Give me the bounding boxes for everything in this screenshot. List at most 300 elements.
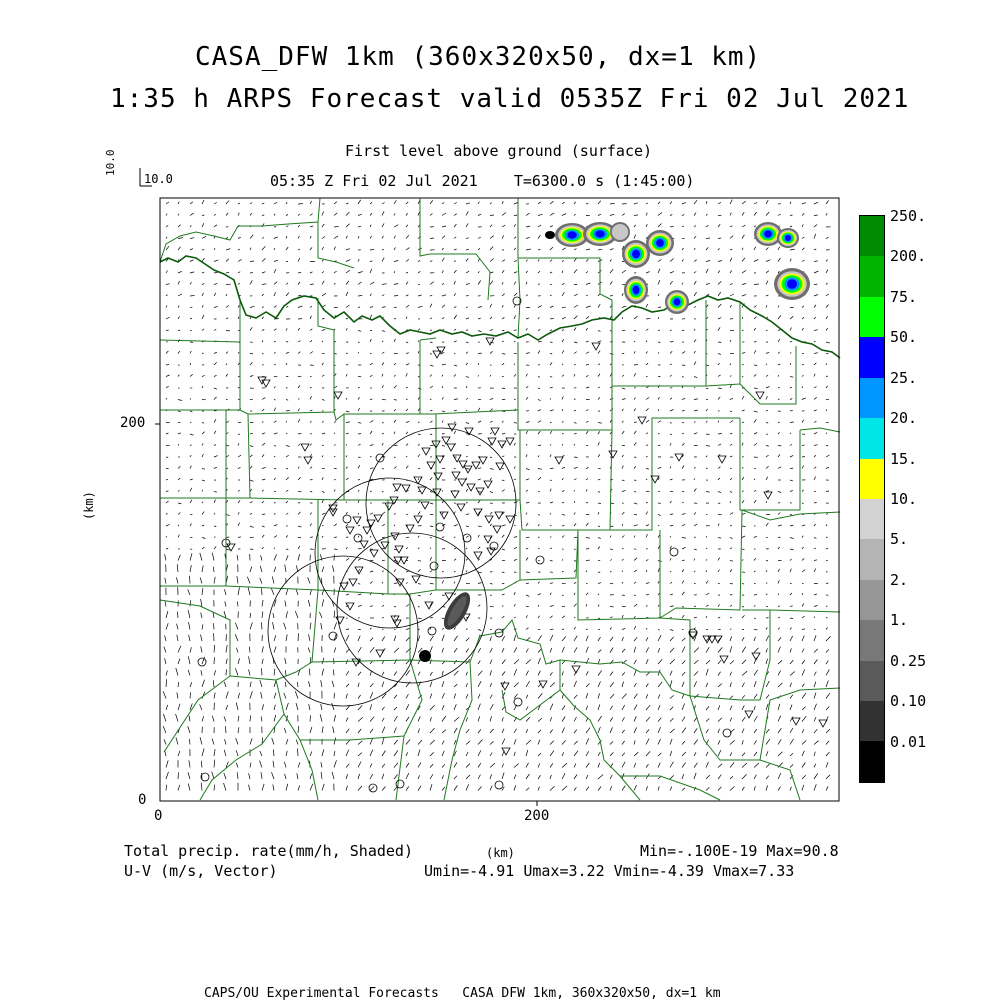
wind-vector — [442, 571, 444, 572]
wind-vector — [225, 602, 226, 607]
wind-vector — [526, 788, 529, 791]
wind-vector — [826, 525, 827, 527]
wind-vector — [430, 548, 431, 550]
wind-vector — [490, 786, 492, 791]
wind-vector — [189, 739, 190, 745]
wind-vector — [250, 715, 251, 721]
wind-vector — [466, 398, 468, 399]
wind-vector — [274, 364, 276, 365]
wind-vector — [274, 478, 276, 480]
wind-vector — [562, 502, 564, 503]
wind-vector — [586, 259, 588, 261]
wind-vector — [790, 764, 793, 767]
wind-vector — [346, 524, 348, 526]
wind-vector — [478, 648, 481, 652]
wind-vector — [814, 560, 817, 561]
wind-vector — [358, 465, 360, 468]
wind-vector — [658, 467, 661, 468]
county-boundary — [660, 510, 742, 618]
wind-vector — [550, 548, 552, 549]
wind-vector — [598, 331, 601, 332]
wind-vector — [802, 603, 804, 606]
wind-vector — [285, 682, 286, 687]
wind-vector — [274, 421, 276, 423]
station-triangle — [457, 504, 465, 511]
wind-vector — [490, 763, 495, 767]
wind-vector — [802, 364, 804, 365]
wind-vector — [646, 203, 648, 204]
wind-vector — [490, 704, 493, 710]
wind-vector — [826, 583, 828, 584]
wind-vector — [490, 432, 492, 434]
wind-vector — [670, 410, 674, 412]
wind-vector — [538, 635, 542, 641]
wind-vector — [610, 214, 614, 215]
wind-vector — [286, 611, 288, 618]
wind-vector — [490, 215, 494, 216]
wind-vector — [370, 739, 373, 745]
wind-vector — [598, 547, 600, 550]
wind-vector — [682, 774, 684, 779]
wind-vector — [166, 491, 168, 492]
wind-vector — [238, 523, 240, 526]
wind-vector — [814, 477, 816, 481]
wind-vector — [730, 682, 731, 687]
wind-vector — [178, 751, 180, 756]
wind-vector — [610, 672, 613, 676]
wind-vector — [766, 260, 770, 262]
wind-vector — [310, 387, 312, 388]
wind-vector — [454, 399, 458, 400]
wind-vector — [454, 422, 456, 423]
wind-vector — [814, 225, 817, 228]
station-triangle — [353, 517, 361, 524]
colorbar-label: 0.01 — [890, 733, 926, 751]
wind-vector — [430, 636, 433, 641]
colorbar-label: 20. — [890, 409, 917, 427]
wind-vector — [802, 763, 805, 768]
wind-vector — [310, 444, 312, 446]
wind-vector — [382, 594, 384, 595]
wind-vector — [718, 318, 721, 319]
x-axis-label: (km) — [486, 846, 515, 860]
wind-vector — [214, 214, 216, 215]
station-circle — [463, 534, 471, 542]
wind-vector — [442, 213, 446, 216]
wind-vector — [418, 295, 422, 296]
wind-vector — [274, 282, 277, 285]
wind-vector — [814, 467, 816, 469]
wind-vector — [190, 398, 191, 399]
station-circle — [354, 534, 362, 542]
wind-vector — [235, 623, 238, 630]
wind-vector — [802, 260, 805, 262]
wind-vector — [802, 525, 805, 526]
wind-vector — [718, 202, 721, 204]
wind-vector — [166, 305, 167, 307]
wind-vector — [358, 342, 360, 343]
wind-vector — [766, 583, 767, 584]
wind-vector — [526, 660, 531, 664]
station-circle — [428, 627, 436, 635]
wind-vector — [658, 581, 659, 583]
wind-vector — [190, 455, 191, 457]
wind-vector — [309, 634, 311, 641]
wind-vector — [214, 272, 218, 273]
wind-vector — [730, 456, 732, 457]
wind-vector — [358, 636, 360, 641]
wind-vector — [778, 660, 782, 664]
wind-vector — [706, 409, 708, 411]
wind-vector — [718, 604, 720, 606]
wind-vector — [478, 671, 482, 676]
wind-vector — [406, 225, 408, 227]
wind-vector — [778, 375, 779, 376]
wind-vector — [466, 729, 469, 733]
wind-vector — [165, 554, 166, 560]
wind-vector — [754, 212, 757, 215]
wind-vector — [526, 523, 528, 526]
wind-vector — [298, 762, 300, 767]
wind-vector — [562, 636, 566, 641]
wind-vector — [250, 362, 253, 365]
wind-vector — [346, 328, 347, 330]
county-boundary — [578, 530, 660, 620]
station-triangle — [262, 380, 270, 387]
wind-vector — [370, 468, 374, 469]
wind-vector — [334, 479, 336, 480]
wind-vector — [754, 716, 757, 721]
wind-vector — [394, 200, 396, 204]
wind-vector — [538, 537, 540, 538]
wind-vector — [346, 236, 347, 239]
wind-vector — [718, 740, 720, 744]
colorbar-label: 75. — [890, 288, 917, 306]
station-triangle — [422, 448, 430, 455]
wind-vector — [406, 409, 408, 411]
precip-cell — [774, 268, 810, 300]
colorbar-segment — [860, 297, 884, 337]
wind-vector — [370, 236, 372, 239]
wind-vector — [550, 272, 552, 273]
wind-vector — [284, 728, 286, 733]
wind-vector — [226, 249, 230, 250]
wind-vector — [550, 330, 552, 331]
wind-vector — [236, 703, 238, 711]
wind-vector — [214, 467, 217, 468]
wind-vector — [778, 637, 781, 641]
wind-vector — [238, 500, 240, 503]
wind-vector — [382, 203, 385, 205]
wind-vector — [742, 225, 746, 227]
wind-vector — [814, 606, 818, 607]
wind-vector — [346, 444, 347, 445]
wind-vector — [586, 684, 590, 688]
wind-vector — [346, 365, 348, 366]
wind-vector — [550, 786, 555, 790]
wind-vector — [802, 386, 803, 388]
wind-vector — [730, 478, 732, 480]
wind-vector — [442, 671, 443, 676]
wind-vector — [790, 249, 795, 250]
wind-vector — [346, 455, 347, 457]
wind-vector — [598, 431, 600, 434]
wind-vector — [454, 237, 456, 239]
wind-vector — [490, 259, 494, 262]
wind-vector — [490, 729, 494, 733]
wind-vector — [742, 637, 744, 641]
wind-vector — [370, 764, 372, 768]
county-boundary — [560, 660, 640, 800]
wind-vector — [634, 741, 635, 745]
wind-vector — [430, 434, 432, 435]
station-triangle — [418, 487, 426, 494]
wind-vector — [574, 741, 578, 745]
wind-vector — [766, 281, 768, 285]
wind-vector — [358, 762, 361, 768]
wind-vector — [562, 421, 564, 422]
wind-vector — [526, 444, 527, 445]
wind-vector — [202, 375, 205, 376]
wind-vector — [634, 373, 636, 376]
wind-vector — [346, 260, 350, 262]
wind-vector — [202, 443, 203, 445]
wind-vector — [670, 364, 672, 365]
wind-vector — [262, 479, 265, 480]
wind-vector — [526, 422, 530, 423]
wind-vector — [778, 214, 781, 216]
wind-vector — [370, 683, 373, 687]
wind-vector — [562, 350, 564, 353]
wind-vector — [514, 739, 516, 744]
wind-vector — [694, 272, 696, 274]
wind-vector — [346, 502, 347, 503]
wind-vector — [622, 786, 625, 791]
wind-vector — [454, 627, 456, 629]
wind-vector — [826, 650, 829, 653]
wind-vector — [718, 647, 722, 652]
wind-vector — [538, 388, 540, 389]
wind-vector — [406, 305, 409, 307]
wind-vector — [670, 514, 673, 515]
wind-vector — [706, 434, 710, 435]
wind-vector — [202, 716, 204, 721]
wind-vector — [249, 773, 250, 779]
wind-vector — [586, 478, 588, 480]
wind-vector — [562, 375, 564, 377]
wind-vector — [634, 422, 637, 423]
wind-vector — [562, 284, 564, 285]
wind-vector — [802, 398, 806, 400]
wind-vector — [586, 775, 588, 779]
wind-vector — [718, 354, 721, 355]
station-triangle — [495, 512, 503, 519]
wind-vector — [706, 593, 709, 595]
precip-colorbar — [859, 215, 885, 783]
wind-vector — [224, 750, 226, 756]
wind-vector — [262, 547, 264, 549]
wind-vector — [286, 352, 289, 353]
wind-vector — [646, 408, 649, 411]
wind-vector — [166, 705, 168, 710]
wind-vector — [790, 660, 793, 664]
wind-vector — [658, 659, 662, 664]
wind-vector — [478, 535, 479, 538]
wind-vector — [718, 304, 721, 308]
wind-vector — [658, 753, 661, 756]
wind-vector — [298, 385, 300, 388]
wind-vector — [334, 751, 335, 756]
wind-vector — [658, 694, 660, 698]
wind-vector — [754, 500, 756, 503]
wind-vector — [730, 636, 732, 641]
wind-vector — [826, 270, 828, 273]
wind-vector — [826, 409, 827, 411]
wind-vector — [466, 318, 469, 319]
wind-vector — [346, 671, 349, 675]
wind-vector — [646, 224, 647, 227]
wind-vector — [346, 467, 348, 469]
wind-vector — [646, 683, 648, 687]
wind-vector — [261, 622, 262, 629]
wind-vector — [586, 571, 587, 572]
wind-vector — [754, 763, 759, 768]
wind-vector — [622, 548, 624, 549]
wind-vector — [166, 351, 168, 354]
wind-vector — [238, 443, 239, 445]
wind-vector — [298, 633, 299, 641]
county-boundary — [430, 254, 490, 300]
wind-vector — [310, 467, 312, 469]
wind-vector — [694, 537, 696, 538]
wind-vector — [322, 567, 324, 573]
wind-vector — [418, 672, 420, 676]
wind-vector — [454, 728, 457, 733]
wind-vector — [466, 683, 468, 687]
wind-vector — [298, 399, 300, 400]
wind-vector — [272, 576, 274, 583]
wind-vector — [550, 480, 552, 481]
wind-vector — [358, 525, 360, 526]
wind-vector — [370, 704, 372, 710]
wind-vector — [418, 271, 420, 273]
wind-vector — [550, 398, 551, 399]
wind-vector — [346, 270, 350, 273]
wind-vector — [358, 307, 360, 308]
wind-vector — [334, 236, 338, 239]
wind-vector — [261, 716, 262, 721]
county-boundary — [334, 340, 420, 420]
wind-vector — [694, 329, 695, 331]
wind-vector — [730, 364, 731, 365]
wind-vector — [826, 305, 829, 308]
wind-vector — [634, 582, 636, 584]
wind-vector — [754, 443, 757, 445]
wind-vector — [250, 261, 254, 262]
wind-vector — [478, 775, 481, 780]
wind-vector — [646, 525, 649, 526]
wind-vector — [694, 489, 696, 492]
wind-vector — [778, 594, 779, 596]
colorbar-label: 50. — [890, 328, 917, 346]
wind-vector — [358, 548, 362, 549]
wind-vector — [622, 741, 625, 745]
wind-vector — [454, 660, 457, 664]
wind-vector — [370, 339, 371, 342]
wind-vector — [502, 388, 505, 389]
state-boundary — [160, 256, 840, 358]
wind-vector — [310, 751, 312, 756]
wind-vector — [430, 694, 432, 699]
wind-vector — [598, 214, 601, 215]
wind-vector — [754, 637, 756, 641]
wind-vector — [646, 694, 648, 698]
station-triangle — [472, 462, 480, 469]
wind-vector — [490, 469, 494, 470]
wind-vector — [322, 784, 324, 791]
wind-vector — [766, 446, 769, 447]
wind-vector — [394, 478, 395, 480]
wind-vector — [260, 566, 262, 572]
wind-vector — [406, 353, 409, 354]
wind-vector — [238, 727, 239, 733]
wind-vector — [718, 388, 722, 389]
wind-vector — [178, 225, 181, 227]
wind-vector — [766, 364, 767, 365]
wind-vector — [250, 763, 251, 768]
wind-vector — [346, 398, 347, 399]
wind-vector — [682, 538, 686, 539]
wind-vector — [394, 363, 396, 365]
wind-vector — [418, 212, 420, 216]
wind-vector — [694, 728, 697, 733]
wind-vector — [694, 478, 695, 480]
wind-vector — [706, 706, 709, 710]
wind-vector — [766, 455, 769, 457]
wind-vector — [586, 593, 588, 595]
wind-vector — [478, 375, 479, 376]
wind-vector — [478, 583, 482, 584]
wind-vector — [574, 695, 577, 699]
wind-vector — [586, 376, 589, 377]
wind-vector — [502, 225, 505, 227]
wind-vector — [466, 238, 469, 239]
wind-vector — [514, 559, 517, 560]
wind-vector — [586, 523, 588, 526]
wind-vector — [826, 376, 828, 377]
wind-vector — [670, 201, 672, 204]
wind-vector — [214, 329, 216, 330]
wind-vector — [778, 432, 780, 434]
wind-vector — [178, 294, 182, 296]
wind-vector — [262, 433, 265, 434]
wind-vector — [261, 692, 262, 698]
wind-vector — [418, 501, 420, 503]
wind-vector — [406, 317, 407, 319]
wind-vector — [406, 444, 408, 446]
wind-vector — [646, 318, 650, 319]
wind-vector — [622, 559, 623, 561]
wind-vector — [754, 479, 755, 480]
wind-vector — [466, 363, 468, 365]
wind-vector — [814, 432, 817, 434]
wind-vector — [454, 224, 456, 227]
wind-vector — [586, 706, 588, 710]
wind-vector — [394, 716, 397, 721]
wind-vector — [658, 515, 661, 516]
wind-vector — [430, 646, 432, 652]
wind-vector — [454, 341, 457, 342]
